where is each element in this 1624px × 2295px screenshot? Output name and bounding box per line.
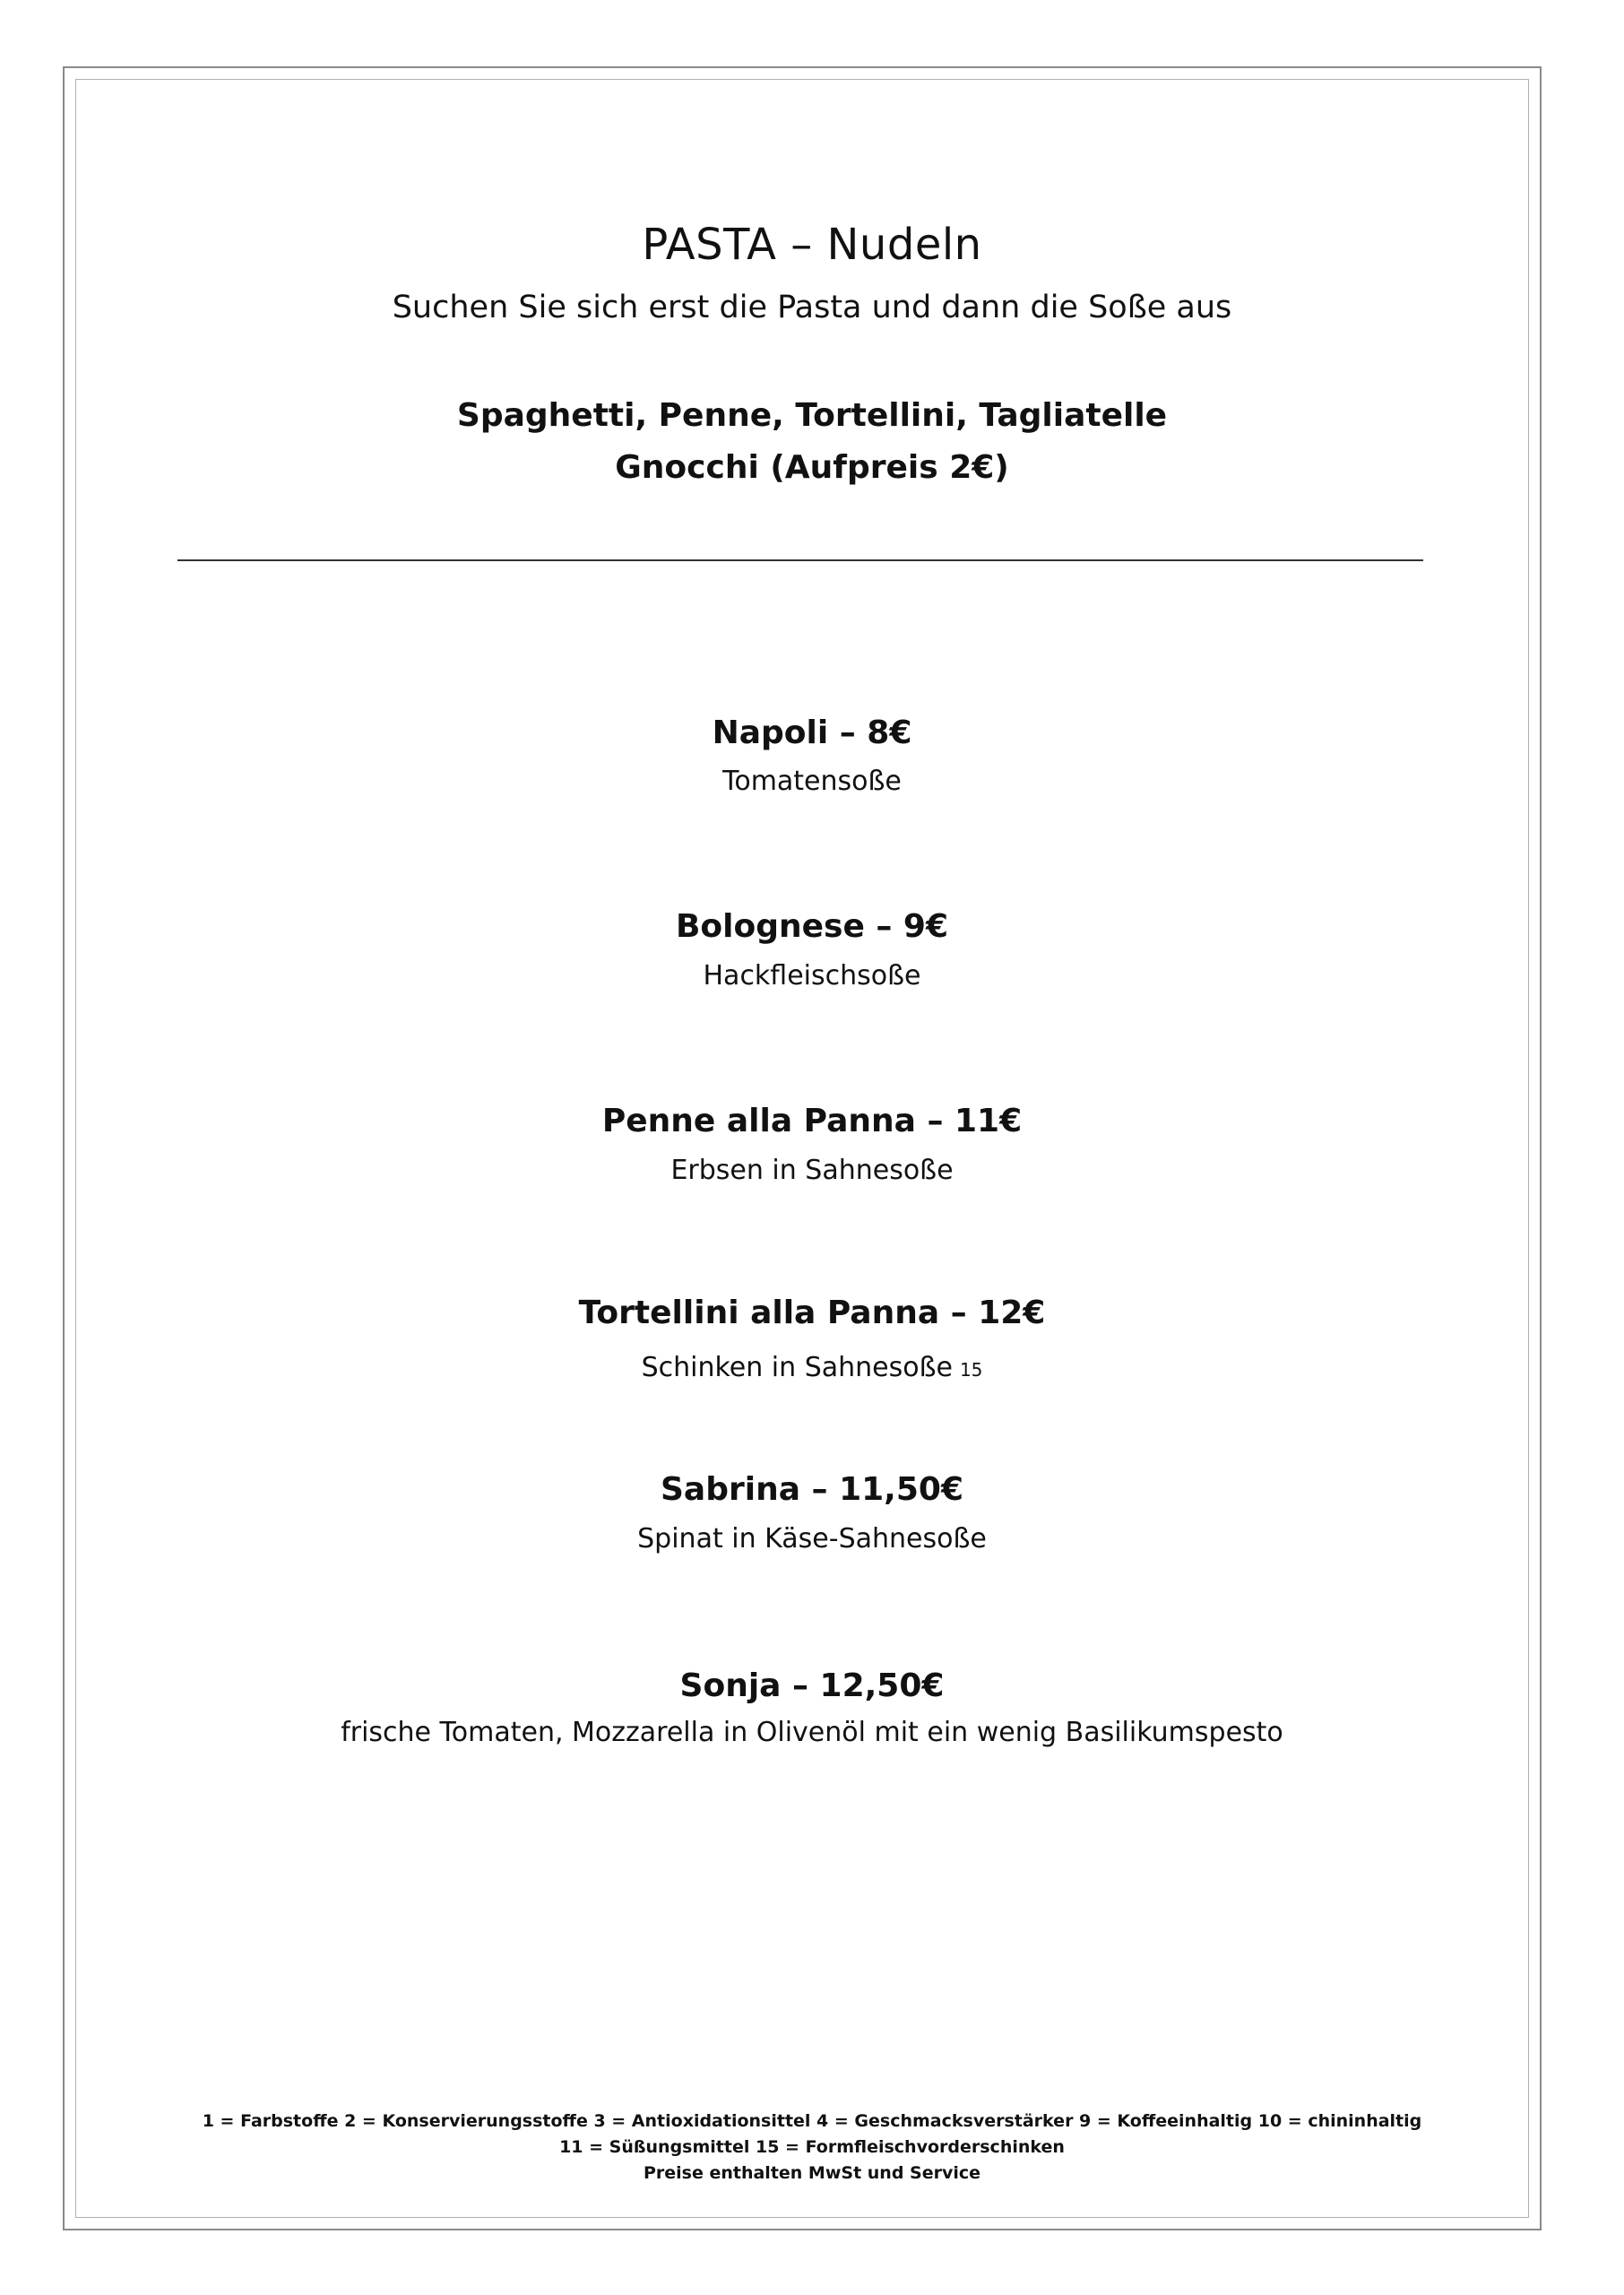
allergen-legend-line-2: 11 = Süßungsmittel 15 = Formfleischvorderschinken xyxy=(559,2137,1065,2157)
allergen-legend-line-1: 1 = Farbstoffe 2 = Konservierungsstoffe 3 = Antioxidationsittel 4 = Geschmacksverstärker 9 = Koffeeinhaltig 10 = chininhaltig xyxy=(202,2111,1422,2131)
dish-description: Hackfleischsoße xyxy=(703,960,921,992)
dish-name: Sabrina – 11,50€ xyxy=(661,1471,963,1508)
allergen-number: 15 xyxy=(959,1359,983,1381)
dish-name: Bolognese – 9€ xyxy=(675,908,949,945)
dish-description xyxy=(0,1352,1624,1383)
price-note: Preise enthalten MwSt und Service xyxy=(643,2163,981,2183)
pasta-types-line-2: Gnocchi (Aufpreis 2€) xyxy=(615,449,1009,486)
dish-name: Napoli – 8€ xyxy=(712,714,912,751)
menu-subtitle: Suchen Sie sich erst die Pasta und dann die Soße aus xyxy=(392,290,1232,325)
dish-name: Sonja – 12,50€ xyxy=(679,1667,945,1704)
section-divider xyxy=(177,559,1423,561)
pasta-types xyxy=(0,390,1624,494)
dish-name: Penne alla Panna – 11€ xyxy=(601,1103,1023,1139)
dish-name: Tortellini alla Panna – 12€ xyxy=(578,1295,1046,1331)
pasta-types-line-1: Spaghetti, Penne, Tortellini, Tagliatelle xyxy=(456,397,1168,434)
dish-description: Tomatensoße xyxy=(722,766,902,797)
dish-description-text: Schinken in Sahnesoße xyxy=(641,1352,953,1383)
dish-description: Erbsen in Sahnesoße xyxy=(670,1155,954,1186)
menu-title: PASTA – Nudeln xyxy=(642,220,982,270)
dish-description: frische Tomaten, Mozzarella in Olivenöl mit ein wenig Basilikumspesto xyxy=(341,1717,1283,1748)
dish-description: Spinat in Käse-Sahnesoße xyxy=(637,1523,987,1555)
